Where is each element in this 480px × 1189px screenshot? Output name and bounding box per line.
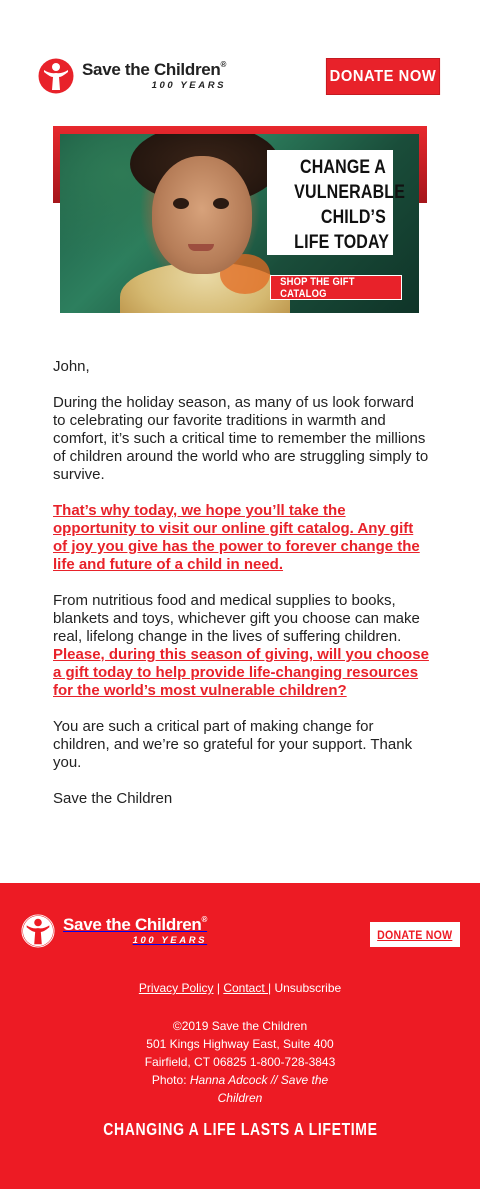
brand-logo[interactable] bbox=[38, 56, 226, 96]
photo-credit: Photo: Hanna Adcock // Save the Children bbox=[151, 1073, 329, 1105]
address-line-2: Fairfield, CT 06825 1-800-728-3843 bbox=[144, 1055, 336, 1069]
shop-gift-catalog-button[interactable]: SHOP THE GIFT CATALOG bbox=[270, 275, 402, 300]
privacy-policy-link[interactable]: Privacy Policy bbox=[138, 981, 214, 995]
contact-link[interactable]: Contact bbox=[223, 981, 269, 995]
footer-tagline: CHANGING A LIFE LASTS A LIFETIME bbox=[102, 1119, 378, 1139]
address-line-1: 501 Kings Highway East, Suite 400 bbox=[146, 1037, 334, 1051]
footer-donate-now-button[interactable]: DONATE NOW bbox=[370, 922, 460, 947]
footer bbox=[0, 883, 480, 1189]
hero-headline: CHANGE A VULNERABLE CHILD’S LIFE TODAY bbox=[294, 156, 406, 253]
brand-years: 100 YEARS bbox=[151, 80, 227, 92]
child-logo-icon bbox=[21, 913, 55, 949]
signature: Save the Children bbox=[53, 790, 173, 807]
registered-mark: ® bbox=[220, 60, 227, 70]
unsubscribe-link[interactable]: Unsubscribe bbox=[274, 981, 342, 995]
choose-gift-link[interactable]: Please, during this season of giving, will you choose a gift today to help provide life-changing resources for the world’s most vulnerable children? bbox=[53, 646, 429, 699]
greeting: John, bbox=[53, 358, 90, 375]
footer-brand-logo[interactable] bbox=[21, 913, 207, 949]
paragraph-intro: During the holiday season, as many of us look forward to celebrating our favorite traditions in warmth and comfort, it’s such a critical time to remember the millions of children around the world who are struggling simply to survive. bbox=[53, 394, 429, 483]
brand-name: Save the Children bbox=[82, 60, 221, 80]
child-logo-icon bbox=[38, 57, 74, 95]
gift-catalog-link[interactable]: That’s why today, we hope you’ll take the opportunity to visit our online gift catalog. Any gift of joy you give has the power to forever change the life and future of a child in need. bbox=[53, 502, 420, 573]
copyright: ©2019 Save the Children bbox=[172, 1019, 308, 1033]
registered-mark: ® bbox=[201, 915, 208, 925]
footer-links: Privacy Policy | Contact | Unsubscribe bbox=[138, 981, 342, 995]
donate-now-button[interactable]: DONATE NOW bbox=[326, 58, 440, 95]
paragraph-gifts: From nutritious food and medical supplies to books, blankets and toys, whichever gift you choose can make real, lifelong change in the lives of suffering children. Please, during this season of giving, will you choose a gift today to help provide life-changing resources for the world’s most vulnerable children? bbox=[53, 592, 429, 699]
paragraph-thanks: You are such a critical part of making change for children, and we’re so grateful for your support. Thank you. bbox=[53, 718, 413, 771]
hero-banner[interactable] bbox=[60, 134, 419, 313]
footer-address bbox=[130, 1017, 350, 1107]
letter-body bbox=[53, 358, 429, 826]
footer-brand-years: 100 YEARS bbox=[132, 935, 208, 947]
email-header bbox=[0, 0, 480, 120]
footer-brand-name: Save the Children bbox=[63, 915, 202, 935]
